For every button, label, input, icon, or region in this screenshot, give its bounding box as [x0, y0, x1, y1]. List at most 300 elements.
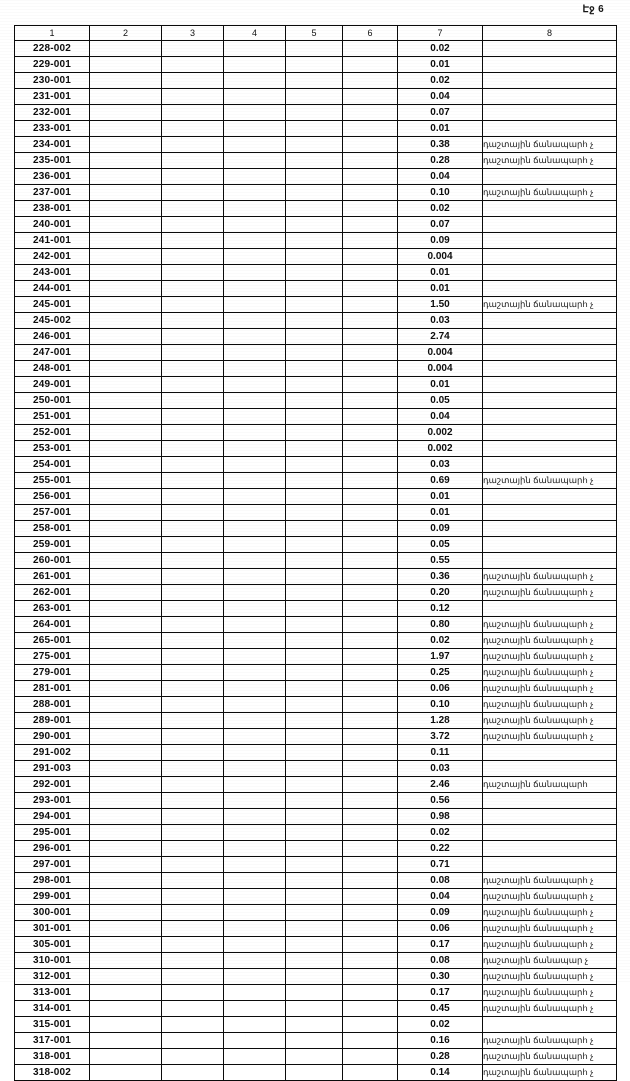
cell-parcel-code: 299-001: [15, 889, 90, 905]
cell-empty-col6: [343, 729, 398, 745]
cell-empty-col3: [162, 1017, 224, 1033]
cell-empty-col3: [162, 169, 224, 185]
table-row: [15, 1001, 617, 1017]
cell-parcel-code: 246-001: [15, 329, 90, 345]
cell-area-value: 0.09: [398, 905, 483, 921]
cell-note: [483, 1065, 617, 1081]
cell-empty-col4: [224, 393, 286, 409]
cell-area-value: 0.20: [398, 585, 483, 601]
cell-empty-col5: [286, 409, 343, 425]
cell-empty-col5: [286, 57, 343, 73]
note-text: դաշտային ճանապարհ չ: [483, 971, 594, 981]
cell-empty-col4: [224, 105, 286, 121]
cell-parcel-code: 293-001: [15, 793, 90, 809]
note-text: դաշտային ճանապարհ չ: [483, 475, 594, 485]
cell-note: [483, 793, 617, 809]
column-header-6: 6: [343, 26, 398, 41]
cell-area-value: 0.05: [398, 393, 483, 409]
cell-empty-col3: [162, 617, 224, 633]
cell-empty-col6: [343, 505, 398, 521]
cell-empty-col5: [286, 41, 343, 57]
cell-empty-col6: [343, 393, 398, 409]
cell-note: [483, 1017, 617, 1033]
cell-empty-col6: [343, 329, 398, 345]
cell-note: [483, 825, 617, 841]
cell-empty-col4: [224, 521, 286, 537]
cell-empty-col2: [90, 313, 162, 329]
cell-note: [483, 441, 617, 457]
cell-note: [483, 265, 617, 281]
cell-empty-col6: [343, 761, 398, 777]
cell-note: [483, 761, 617, 777]
cell-empty-col3: [162, 281, 224, 297]
table-header-row: [15, 26, 617, 41]
cell-empty-col2: [90, 201, 162, 217]
cell-empty-col2: [90, 409, 162, 425]
cell-empty-col6: [343, 1065, 398, 1081]
table-row: [15, 921, 617, 937]
cell-empty-col2: [90, 489, 162, 505]
cell-area-value: 0.10: [398, 697, 483, 713]
cell-area-value: 0.56: [398, 793, 483, 809]
cell-empty-col3: [162, 297, 224, 313]
cell-empty-col3: [162, 1001, 224, 1017]
table-row: [15, 537, 617, 553]
cell-empty-col6: [343, 377, 398, 393]
cell-empty-col4: [224, 137, 286, 153]
cell-empty-col4: [224, 489, 286, 505]
cell-note: [483, 41, 617, 57]
cell-note: [483, 985, 617, 1001]
cell-note: [483, 745, 617, 761]
cell-empty-col6: [343, 1001, 398, 1017]
cell-empty-col4: [224, 633, 286, 649]
cell-note: [483, 585, 617, 601]
column-header-1: 1: [15, 26, 90, 41]
cell-note: [483, 809, 617, 825]
cell-empty-col6: [343, 681, 398, 697]
note-text: դաշտային ճանապարհ չ: [483, 987, 594, 997]
cell-empty-col3: [162, 665, 224, 681]
cell-empty-col2: [90, 617, 162, 633]
cell-parcel-code: 260-001: [15, 553, 90, 569]
cell-empty-col2: [90, 825, 162, 841]
table-row: [15, 457, 617, 473]
cell-empty-col3: [162, 313, 224, 329]
table-row: [15, 265, 617, 281]
cell-note: [483, 233, 617, 249]
cell-empty-col2: [90, 281, 162, 297]
cell-empty-col4: [224, 793, 286, 809]
table-row: [15, 297, 617, 313]
cell-parcel-code: 262-001: [15, 585, 90, 601]
cell-area-value: 0.12: [398, 601, 483, 617]
cell-parcel-code: 292-001: [15, 777, 90, 793]
table-row: [15, 777, 617, 793]
cell-area-value: 2.74: [398, 329, 483, 345]
cell-empty-col4: [224, 217, 286, 233]
cell-area-value: 0.16: [398, 1033, 483, 1049]
cell-empty-col4: [224, 857, 286, 873]
cell-empty-col4: [224, 761, 286, 777]
cell-parcel-code: 290-001: [15, 729, 90, 745]
cell-parcel-code: 300-001: [15, 905, 90, 921]
cell-empty-col5: [286, 873, 343, 889]
cell-note: [483, 1049, 617, 1065]
cell-empty-col3: [162, 409, 224, 425]
note-text: դաշտային ճանապարհ: [483, 779, 588, 789]
cell-area-value: 0.98: [398, 809, 483, 825]
cell-note: [483, 521, 617, 537]
cell-area-value: 0.002: [398, 425, 483, 441]
cell-empty-col3: [162, 649, 224, 665]
cell-empty-col4: [224, 281, 286, 297]
cell-empty-col4: [224, 473, 286, 489]
cell-area-value: 0.01: [398, 377, 483, 393]
cell-empty-col3: [162, 585, 224, 601]
cell-parcel-code: 295-001: [15, 825, 90, 841]
note-text: դաշտային ճանապարհ չ: [483, 187, 594, 197]
cell-area-value: 0.25: [398, 665, 483, 681]
cell-note: [483, 1001, 617, 1017]
cell-empty-col2: [90, 89, 162, 105]
note-text: դաշտային ճանապարհ չ: [483, 923, 594, 933]
cell-area-value: 0.02: [398, 1017, 483, 1033]
table-row: [15, 249, 617, 265]
cell-empty-col2: [90, 729, 162, 745]
cell-empty-col4: [224, 569, 286, 585]
cell-parcel-code: 275-001: [15, 649, 90, 665]
table-row: [15, 681, 617, 697]
cell-empty-col3: [162, 217, 224, 233]
column-header-5: 5: [286, 26, 343, 41]
cell-empty-col5: [286, 201, 343, 217]
cell-empty-col2: [90, 329, 162, 345]
cell-empty-col2: [90, 777, 162, 793]
cell-parcel-code: 256-001: [15, 489, 90, 505]
cell-empty-col2: [90, 425, 162, 441]
cell-empty-col5: [286, 745, 343, 761]
table-row: [15, 729, 617, 745]
cell-empty-col5: [286, 425, 343, 441]
cell-empty-col6: [343, 713, 398, 729]
table-row: [15, 169, 617, 185]
cell-empty-col6: [343, 985, 398, 1001]
cell-area-value: 0.09: [398, 233, 483, 249]
table-row: [15, 137, 617, 153]
cell-note: [483, 89, 617, 105]
cell-empty-col3: [162, 1033, 224, 1049]
cell-empty-col5: [286, 537, 343, 553]
cell-empty-col6: [343, 185, 398, 201]
cell-empty-col2: [90, 505, 162, 521]
cell-empty-col4: [224, 873, 286, 889]
cell-empty-col6: [343, 697, 398, 713]
cell-empty-col4: [224, 697, 286, 713]
cell-empty-col2: [90, 649, 162, 665]
cell-empty-col6: [343, 281, 398, 297]
cell-empty-col5: [286, 985, 343, 1001]
cell-parcel-code: 231-001: [15, 89, 90, 105]
cell-empty-col6: [343, 601, 398, 617]
cell-area-value: 0.02: [398, 825, 483, 841]
cell-empty-col5: [286, 473, 343, 489]
cell-parcel-code: 238-001: [15, 201, 90, 217]
cell-empty-col3: [162, 185, 224, 201]
cell-empty-col2: [90, 169, 162, 185]
table-row: [15, 569, 617, 585]
cell-note: [483, 569, 617, 585]
cell-empty-col6: [343, 937, 398, 953]
cell-parcel-code: 313-001: [15, 985, 90, 1001]
cell-empty-col2: [90, 809, 162, 825]
note-text: դաշտային ճանապարհ չ: [483, 139, 594, 149]
table-row: [15, 121, 617, 137]
page-number-label: Էջ 6: [582, 4, 604, 15]
cell-area-value: 0.09: [398, 521, 483, 537]
cell-area-value: 0.02: [398, 41, 483, 57]
cell-empty-col2: [90, 985, 162, 1001]
cell-empty-col4: [224, 1001, 286, 1017]
cell-empty-col5: [286, 665, 343, 681]
cell-area-value: 0.04: [398, 89, 483, 105]
cell-parcel-code: 252-001: [15, 425, 90, 441]
cell-area-value: 0.07: [398, 217, 483, 233]
cell-empty-col3: [162, 425, 224, 441]
cell-empty-col3: [162, 937, 224, 953]
cell-empty-col4: [224, 153, 286, 169]
cell-note: [483, 137, 617, 153]
note-text: դաշտային ճանապարհ չ: [483, 667, 594, 677]
cell-empty-col6: [343, 441, 398, 457]
table-row: [15, 889, 617, 905]
note-text: դաշտային ճանապարհ չ: [483, 875, 594, 885]
cell-empty-col6: [343, 345, 398, 361]
table-row: [15, 185, 617, 201]
cell-empty-col3: [162, 41, 224, 57]
cell-note: [483, 313, 617, 329]
cell-area-value: 0.01: [398, 265, 483, 281]
cell-empty-col6: [343, 649, 398, 665]
note-text: դաշտային ճանապարհ չ: [483, 1003, 594, 1013]
cell-empty-col2: [90, 265, 162, 281]
cell-empty-col3: [162, 841, 224, 857]
cell-empty-col6: [343, 585, 398, 601]
cell-empty-col3: [162, 681, 224, 697]
cell-empty-col4: [224, 905, 286, 921]
cell-area-value: 2.46: [398, 777, 483, 793]
column-header-8: 8: [483, 26, 617, 41]
table-row: [15, 345, 617, 361]
cell-empty-col4: [224, 617, 286, 633]
cell-empty-col2: [90, 713, 162, 729]
cell-empty-col5: [286, 313, 343, 329]
cell-area-value: 0.36: [398, 569, 483, 585]
cell-empty-col3: [162, 873, 224, 889]
cell-empty-col5: [286, 713, 343, 729]
cell-empty-col2: [90, 393, 162, 409]
cell-empty-col5: [286, 185, 343, 201]
cell-empty-col4: [224, 73, 286, 89]
cell-empty-col4: [224, 249, 286, 265]
note-text: դաշտային ճանապարհ չ: [483, 571, 594, 581]
cell-note: [483, 969, 617, 985]
cell-empty-col4: [224, 649, 286, 665]
table-body: [15, 41, 617, 1081]
table-row: [15, 841, 617, 857]
cell-empty-col4: [224, 329, 286, 345]
cell-area-value: 0.06: [398, 681, 483, 697]
cell-area-value: 0.08: [398, 873, 483, 889]
cell-empty-col6: [343, 953, 398, 969]
cell-note: [483, 73, 617, 89]
cell-parcel-code: 255-001: [15, 473, 90, 489]
cell-parcel-code: 258-001: [15, 521, 90, 537]
cell-empty-col4: [224, 841, 286, 857]
cell-area-value: 0.17: [398, 937, 483, 953]
cell-parcel-code: 241-001: [15, 233, 90, 249]
cell-empty-col4: [224, 585, 286, 601]
cell-area-value: 0.02: [398, 633, 483, 649]
cell-empty-col2: [90, 905, 162, 921]
table-header: [15, 26, 617, 41]
cell-empty-col6: [343, 521, 398, 537]
cell-note: [483, 905, 617, 921]
cell-parcel-code: 297-001: [15, 857, 90, 873]
table-row: [15, 377, 617, 393]
table-row: [15, 425, 617, 441]
cell-empty-col3: [162, 601, 224, 617]
table-row: [15, 873, 617, 889]
cell-empty-col4: [224, 985, 286, 1001]
cell-area-value: 0.02: [398, 201, 483, 217]
cell-parcel-code: 317-001: [15, 1033, 90, 1049]
cell-empty-col3: [162, 793, 224, 809]
cell-empty-col4: [224, 441, 286, 457]
table-row: [15, 793, 617, 809]
column-header-3: 3: [162, 26, 224, 41]
cell-area-value: 0.06: [398, 921, 483, 937]
cell-parcel-code: 248-001: [15, 361, 90, 377]
table-row: [15, 553, 617, 569]
cell-empty-col2: [90, 57, 162, 73]
cell-empty-col5: [286, 937, 343, 953]
cell-empty-col2: [90, 553, 162, 569]
table-row: [15, 505, 617, 521]
cell-area-value: 0.38: [398, 137, 483, 153]
cell-empty-col5: [286, 777, 343, 793]
cell-empty-col4: [224, 1049, 286, 1065]
cell-empty-col5: [286, 153, 343, 169]
cell-empty-col3: [162, 777, 224, 793]
cell-empty-col6: [343, 1017, 398, 1033]
cell-empty-col3: [162, 857, 224, 873]
note-text: դաշտային ճանապարհ չ: [483, 907, 594, 917]
cell-empty-col6: [343, 89, 398, 105]
cell-note: [483, 409, 617, 425]
cell-empty-col5: [286, 729, 343, 745]
cell-empty-col6: [343, 409, 398, 425]
cell-empty-col5: [286, 73, 343, 89]
cell-empty-col5: [286, 569, 343, 585]
table-row: [15, 1049, 617, 1065]
cell-empty-col6: [343, 873, 398, 889]
cell-empty-col2: [90, 137, 162, 153]
table-row: [15, 57, 617, 73]
cell-empty-col4: [224, 1017, 286, 1033]
cell-note: [483, 1033, 617, 1049]
cell-note: [483, 857, 617, 873]
cell-empty-col4: [224, 729, 286, 745]
cell-empty-col4: [224, 601, 286, 617]
cell-note: [483, 105, 617, 121]
cell-empty-col6: [343, 121, 398, 137]
cell-note: [483, 473, 617, 489]
cell-empty-col2: [90, 121, 162, 137]
table-row: [15, 633, 617, 649]
cell-parcel-code: 305-001: [15, 937, 90, 953]
cell-empty-col2: [90, 249, 162, 265]
cell-empty-col3: [162, 985, 224, 1001]
cell-empty-col3: [162, 697, 224, 713]
cell-empty-col4: [224, 889, 286, 905]
cell-empty-col3: [162, 73, 224, 89]
cell-empty-col2: [90, 697, 162, 713]
cell-empty-col6: [343, 921, 398, 937]
note-text: դաշտային ճանապարհ չ: [483, 619, 594, 629]
cell-empty-col4: [224, 969, 286, 985]
cell-area-value: 0.28: [398, 153, 483, 169]
table-row: [15, 217, 617, 233]
cell-empty-col5: [286, 633, 343, 649]
cell-area-value: 0.01: [398, 121, 483, 137]
cell-empty-col3: [162, 393, 224, 409]
cell-note: [483, 393, 617, 409]
cell-empty-col6: [343, 857, 398, 873]
cell-empty-col3: [162, 249, 224, 265]
cell-parcel-code: 240-001: [15, 217, 90, 233]
cell-empty-col5: [286, 585, 343, 601]
cell-empty-col6: [343, 825, 398, 841]
cell-empty-col4: [224, 457, 286, 473]
cell-area-value: 0.02: [398, 73, 483, 89]
note-text: դաշտային ճանապարհ չ: [483, 731, 594, 741]
note-text: դաշտային ճանապարհ չ: [483, 635, 594, 645]
cell-note: [483, 169, 617, 185]
cell-empty-col4: [224, 185, 286, 201]
cell-area-value: 0.01: [398, 489, 483, 505]
cell-empty-col6: [343, 137, 398, 153]
cell-empty-col4: [224, 505, 286, 521]
cell-parcel-code: 288-001: [15, 697, 90, 713]
cell-parcel-code: 265-001: [15, 633, 90, 649]
cell-empty-col2: [90, 41, 162, 57]
cell-empty-col4: [224, 921, 286, 937]
cell-empty-col5: [286, 105, 343, 121]
table-row: [15, 601, 617, 617]
cell-empty-col3: [162, 745, 224, 761]
cell-area-value: 0.01: [398, 57, 483, 73]
cell-area-value: 0.05: [398, 537, 483, 553]
cell-parcel-code: 230-001: [15, 73, 90, 89]
cell-empty-col4: [224, 809, 286, 825]
cell-empty-col5: [286, 457, 343, 473]
cell-empty-col5: [286, 1017, 343, 1033]
cell-empty-col6: [343, 889, 398, 905]
cell-empty-col6: [343, 297, 398, 313]
table-row: [15, 73, 617, 89]
cell-empty-col3: [162, 809, 224, 825]
